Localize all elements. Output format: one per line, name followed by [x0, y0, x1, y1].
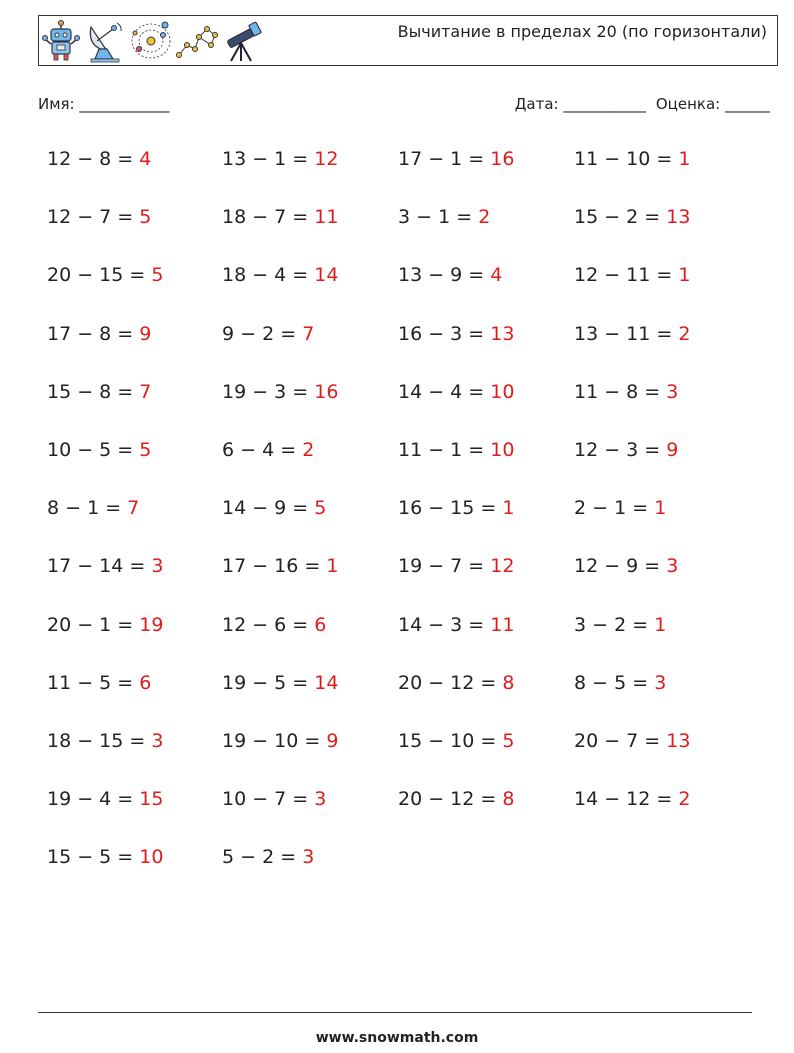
problem-question: 15 − 8 =: [47, 380, 140, 403]
problem-answer: 9: [139, 322, 152, 345]
problem-item: [47, 788, 163, 810]
problem-question: 20 − 12 =: [398, 671, 503, 694]
problem-item: [574, 614, 666, 636]
grade-field-label: Оценка: ______: [655, 95, 770, 113]
problem-answer: 3: [151, 730, 164, 752]
problem-answer: 10: [139, 846, 164, 869]
problem-item: [222, 264, 338, 286]
problem-question: 16 − 3 =: [398, 322, 491, 345]
problem-answer: 7: [139, 380, 152, 403]
problem-item: [222, 206, 338, 228]
problem-item: [398, 788, 514, 810]
problem-question: 12 − 11 =: [574, 264, 679, 287]
problem-item: [574, 264, 690, 286]
problem-item: [398, 614, 514, 636]
problem-answer: 7: [127, 497, 140, 520]
problem-answer: 3: [151, 555, 164, 578]
problem-question: 19 − 7 =: [398, 555, 491, 578]
problem-question: 17 − 8 =: [47, 322, 140, 345]
problem-question: 20 − 1 =: [47, 613, 140, 636]
problem-question: 18 − 15 =: [47, 730, 152, 752]
problem-answer: 8: [502, 788, 515, 811]
problem-question: 13 − 11 =: [574, 322, 679, 345]
problem-item: [398, 323, 514, 345]
problem-question: 13 − 9 =: [398, 264, 491, 287]
problem-answer: 5: [314, 497, 327, 520]
problem-question: 14 − 3 =: [398, 613, 491, 636]
problem-question: 12 − 6 =: [222, 613, 315, 636]
problem-question: 11 − 1 =: [398, 439, 491, 461]
problem-question: 6 − 4 =: [222, 439, 303, 461]
problem-question: 15 − 10 =: [398, 730, 503, 752]
problem-question: 19 − 10 =: [222, 730, 327, 752]
problem-item: [574, 206, 690, 228]
name-field-label: Имя: ____________: [38, 95, 170, 113]
problem-answer: 3: [666, 380, 679, 403]
problem-question: 12 − 3 =: [574, 439, 667, 461]
problem-item: [574, 439, 678, 461]
problem-item: [222, 323, 314, 345]
problem-item: [47, 148, 151, 170]
problem-answer: 1: [678, 148, 691, 170]
problem-answer: 8: [502, 671, 515, 694]
problem-answer: 7: [302, 322, 315, 345]
problem-question: 5 − 2 =: [222, 846, 303, 869]
problem-item: [398, 381, 514, 403]
problem-question: 13 − 1 =: [222, 148, 315, 170]
problem-answer: 4: [139, 148, 152, 170]
date-field-label: Дата: ___________: [514, 95, 646, 113]
problem-item: [574, 788, 690, 810]
problem-question: 19 − 5 =: [222, 671, 315, 694]
date-grade-fields: [515, 95, 770, 113]
problem-item: [574, 555, 678, 577]
problem-question: 11 − 8 =: [574, 380, 667, 403]
problem-item: [47, 264, 163, 286]
worksheet-header: [38, 15, 778, 66]
problem-answer: 14: [314, 264, 339, 287]
problem-answer: 13: [666, 206, 691, 229]
problem-question: 16 − 15 =: [398, 497, 503, 520]
problem-question: 11 − 10 =: [574, 148, 679, 170]
problem-item: [574, 672, 666, 694]
problem-item: [47, 323, 151, 345]
problem-answer: 1: [678, 264, 691, 287]
problem-answer: 11: [490, 613, 515, 636]
constellation-icon: [175, 19, 219, 63]
problem-question: 14 − 12 =: [574, 788, 679, 811]
problem-item: [47, 555, 163, 577]
problem-answer: 9: [666, 439, 679, 461]
problem-item: [398, 206, 490, 228]
problem-item: [222, 730, 338, 752]
problem-question: 8 − 5 =: [574, 671, 655, 694]
problem-question: 14 − 4 =: [398, 380, 491, 403]
problem-question: 3 − 2 =: [574, 613, 655, 636]
problem-item: [222, 381, 338, 403]
problem-question: 20 − 7 =: [574, 730, 667, 752]
worksheet-title: Вычитание в пределах 20 (по горизонтали): [397, 22, 767, 41]
problem-item: [574, 381, 678, 403]
problem-answer: 4: [490, 264, 503, 287]
problem-answer: 2: [678, 322, 691, 345]
problem-answer: 10: [490, 380, 515, 403]
problem-answer: 1: [502, 497, 515, 520]
problem-item: [222, 555, 338, 577]
problem-answer: 3: [654, 671, 667, 694]
problem-answer: 6: [139, 671, 152, 694]
problem-item: [47, 846, 163, 868]
problem-item: [222, 497, 326, 519]
problem-question: 10 − 7 =: [222, 788, 315, 811]
problem-answer: 3: [666, 555, 679, 578]
problem-item: [398, 730, 514, 752]
problem-question: 10 − 5 =: [47, 439, 140, 461]
problem-answer: 3: [302, 846, 315, 869]
problem-item: [222, 672, 338, 694]
problem-item: [398, 672, 514, 694]
solar-system-icon: [129, 19, 173, 63]
problem-answer: 9: [326, 730, 339, 752]
problem-item: [398, 439, 514, 461]
problem-question: 12 − 7 =: [47, 206, 140, 229]
problem-answer: 16: [490, 148, 515, 170]
problem-answer: 15: [139, 788, 164, 811]
problem-answer: 13: [666, 730, 691, 752]
problem-question: 3 − 1 =: [398, 206, 479, 229]
problem-answer: 13: [490, 322, 515, 345]
problem-question: 14 − 9 =: [222, 497, 315, 520]
problem-item: [222, 614, 326, 636]
footer-url: www.snowmath.com: [315, 1030, 479, 1046]
robot-icon: [41, 19, 81, 63]
problem-question: 17 − 1 =: [398, 148, 491, 170]
problem-question: 2 − 1 =: [574, 497, 655, 520]
problem-question: 15 − 2 =: [574, 206, 667, 229]
problem-answer: 1: [654, 497, 667, 520]
problem-question: 18 − 4 =: [222, 264, 315, 287]
satellite-dish-icon: [83, 19, 127, 63]
problem-question: 19 − 3 =: [222, 380, 315, 403]
problem-answer: 1: [654, 613, 667, 636]
problem-answer: 12: [314, 148, 339, 170]
problem-answer: 1: [326, 555, 339, 578]
problem-item: [47, 206, 151, 228]
problem-item: [47, 439, 151, 461]
problem-item: [47, 497, 139, 519]
problem-answer: 11: [314, 206, 339, 229]
problem-question: 12 − 8 =: [47, 148, 140, 170]
problem-answer: 19: [139, 613, 164, 636]
problem-answer: 2: [302, 439, 315, 461]
problem-item: [398, 148, 514, 170]
problem-answer: 16: [314, 380, 339, 403]
problem-answer: 12: [490, 555, 515, 578]
problem-item: [47, 730, 163, 752]
problem-item: [222, 439, 314, 461]
problem-item: [222, 788, 326, 810]
problem-item: [574, 497, 666, 519]
problem-answer: 10: [490, 439, 515, 461]
problem-question: 18 − 7 =: [222, 206, 315, 229]
problem-answer: 14: [314, 671, 339, 694]
problem-item: [574, 148, 690, 170]
problem-question: 17 − 16 =: [222, 555, 327, 578]
problem-answer: 5: [502, 730, 515, 752]
problem-answer: 2: [678, 788, 691, 811]
problem-item: [222, 846, 314, 868]
problem-answer: 5: [151, 264, 164, 287]
problem-item: [574, 323, 690, 345]
problem-item: [398, 264, 502, 286]
problem-question: 9 − 2 =: [222, 322, 303, 345]
problem-question: 19 − 4 =: [47, 788, 140, 811]
problem-answer: 2: [478, 206, 491, 229]
problem-question: 15 − 5 =: [47, 846, 140, 869]
telescope-icon: [221, 19, 265, 63]
icon-strip: [41, 19, 265, 63]
problem-item: [398, 555, 514, 577]
problem-question: 11 − 5 =: [47, 671, 140, 694]
problem-item: [574, 730, 690, 752]
problem-item: [47, 614, 163, 636]
problem-question: 20 − 15 =: [47, 264, 152, 287]
problem-answer: 3: [314, 788, 327, 811]
problem-question: 17 − 14 =: [47, 555, 152, 578]
problem-question: 8 − 1 =: [47, 497, 128, 520]
problem-item: [47, 672, 151, 694]
problem-item: [398, 497, 514, 519]
problem-question: 20 − 12 =: [398, 788, 503, 811]
problem-answer: 5: [139, 206, 152, 229]
problem-item: [47, 381, 151, 403]
problem-answer: 5: [139, 439, 152, 461]
problem-question: 12 − 9 =: [574, 555, 667, 578]
problem-answer: 6: [314, 613, 327, 636]
problem-item: [222, 148, 338, 170]
footer-divider: [38, 1012, 752, 1013]
